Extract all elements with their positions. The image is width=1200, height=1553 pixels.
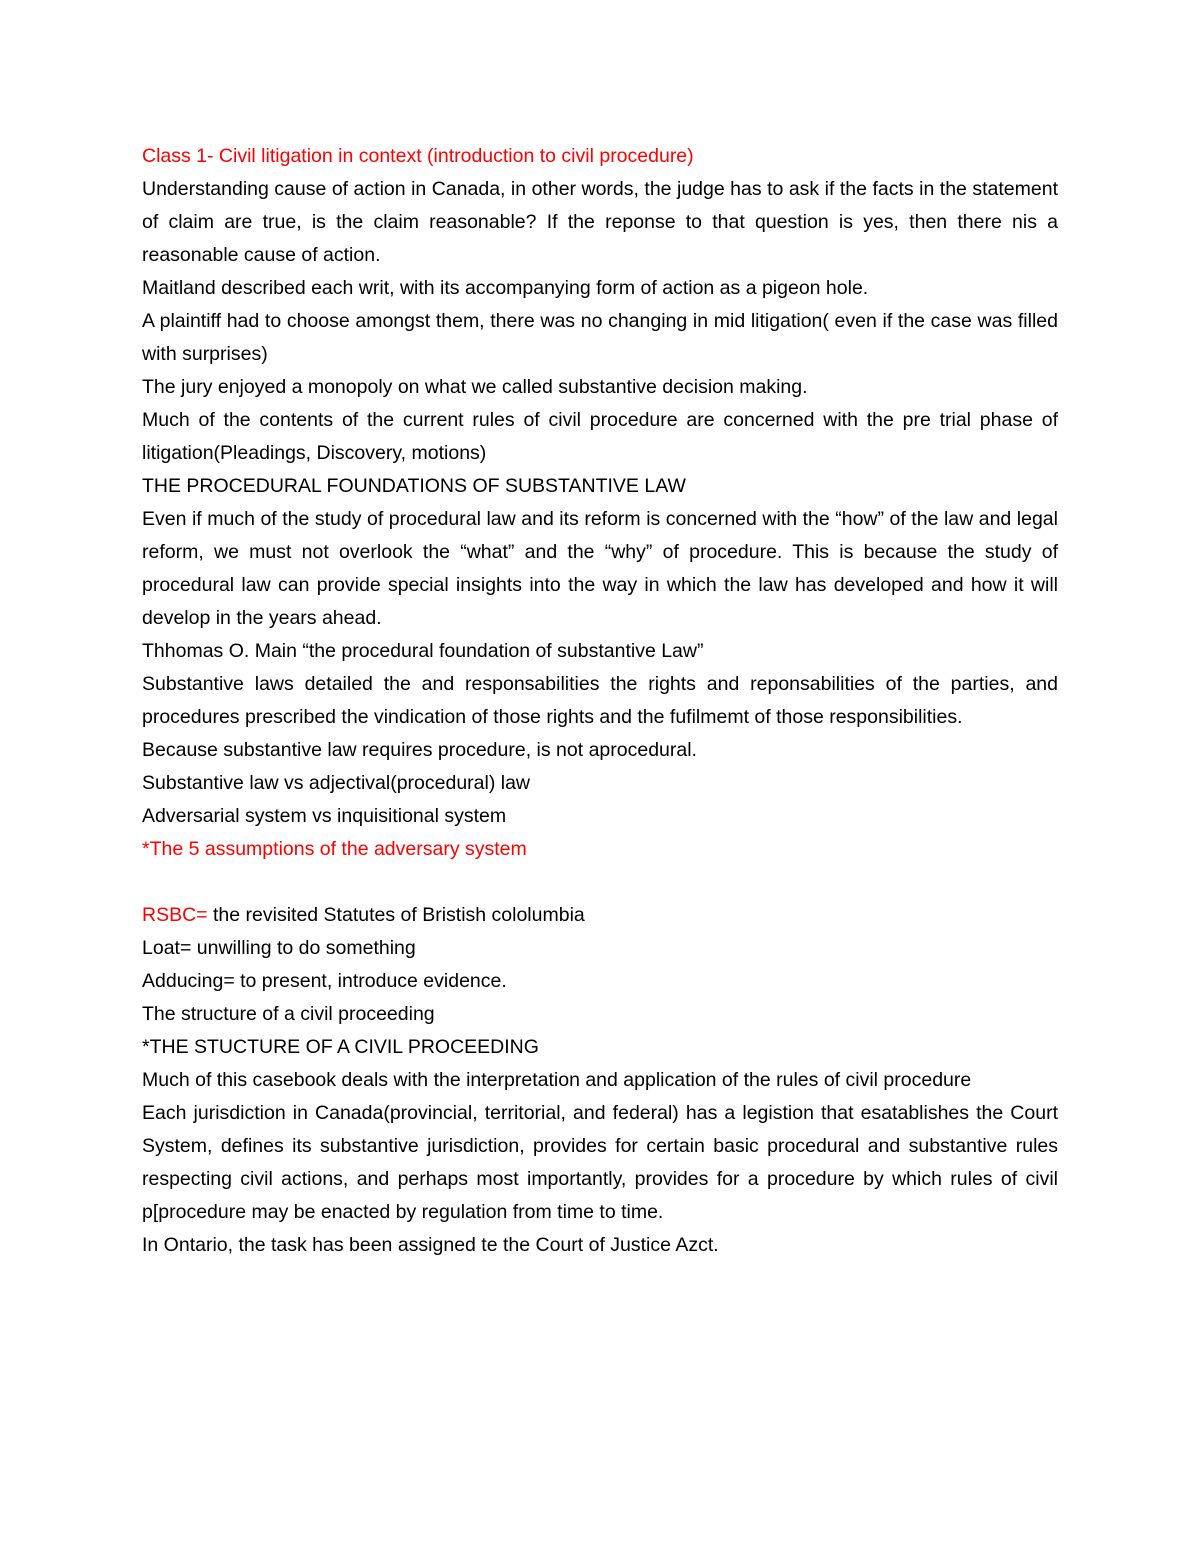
paragraph-jury: The jury enjoyed a monopoly on what we called substantive decision making. — [142, 376, 808, 398]
paragraph-maitland: Maitland described each writ, with its accompanying form of action as a pigeon hole. — [142, 277, 869, 299]
paragraph-pretrial: Much of the contents of the current rules of civil procedure are concerned with the pre trial phase of litigation(Pleadings, Discovery, motions) — [142, 409, 1058, 464]
heading-structure: *THE STUCTURE OF A CIVIL PROCEEDING — [142, 1036, 539, 1058]
rsbc-term: RSBC= — [142, 904, 208, 926]
rsbc-definition: the revisited Statutes of Bristish cololumbia — [207, 904, 585, 926]
blank-line — [142, 866, 1058, 899]
paragraph-cause-of-action: Understanding cause of action in Canada, in other words, the judge has to ask if the facts in the statement of claim are true, is the claim reasonable? If the reponse to that question is yes, then there nis a reasonable cause of action. — [142, 178, 1058, 266]
paragraph-loat: Loat= unwilling to do something — [142, 937, 416, 959]
paragraph-adversarial: Adversarial system vs inquisitional system — [142, 805, 507, 827]
paragraph-adjectival: Substantive law vs adjectival(procedural) law — [142, 772, 531, 794]
class-heading: Class 1- Civil litigation in context (introduction to civil procedure) — [142, 145, 694, 167]
paragraph-ontario: In Ontario, the task has been assigned te the Court of Justice Azct. — [142, 1234, 719, 1256]
paragraph-casebook: Much of this casebook deals with the interpretation and application of the rules of civil procedure — [142, 1069, 972, 1091]
paragraph-how-what-why: Even if much of the study of procedural law and its reform is concerned with the “how” of the law and legal reform, we must not overlook the “what” and the “why” of procedure. This is because the study of procedural law can provide special insights into the way in which the law has developed and how it will develop in the years ahead. — [142, 508, 1058, 629]
paragraph-plaintiff: A plaintiff had to choose amongst them, there was no changing in mid litigation( even if the case was filled with surprises) — [142, 310, 1058, 365]
paragraph-main-citation: Thhomas O. Main “the procedural foundation of substantive Law” — [142, 640, 704, 662]
paragraph-jurisdiction: Each jurisdiction in Canada(provincial, territorial, and federal) has a legistion that esatablishes the Court System, defines its substantive jurisdiction, provides for certain basic procedural and substantive rules respecting civil actions, and perhaps most importantly, provides for a procedure by which rules of civil p[procedure may be enacted by regulation from time to time. — [142, 1102, 1058, 1223]
heading-five-assumptions: *The 5 assumptions of the adversary system — [142, 838, 527, 860]
paragraph-rsbc — [142, 899, 1058, 932]
section-heading-procedural-foundations: THE PROCEDURAL FOUNDATIONS OF SUBSTANTIVE LAW — [142, 475, 686, 497]
paragraph-substantive-laws: Substantive laws detailed the and responsabilities the rights and reponsabilities of the parties, and procedures prescribed the vindication of those rights and the fufilmemt of those responsibilities. — [142, 673, 1058, 728]
document-body — [142, 140, 1058, 1262]
paragraph-structure: The structure of a civil proceeding — [142, 1003, 435, 1025]
paragraph-adducing: Adducing= to present, introduce evidence. — [142, 970, 507, 992]
paragraph-aprocedural: Because substantive law requires procedure, is not aprocedural. — [142, 739, 697, 761]
